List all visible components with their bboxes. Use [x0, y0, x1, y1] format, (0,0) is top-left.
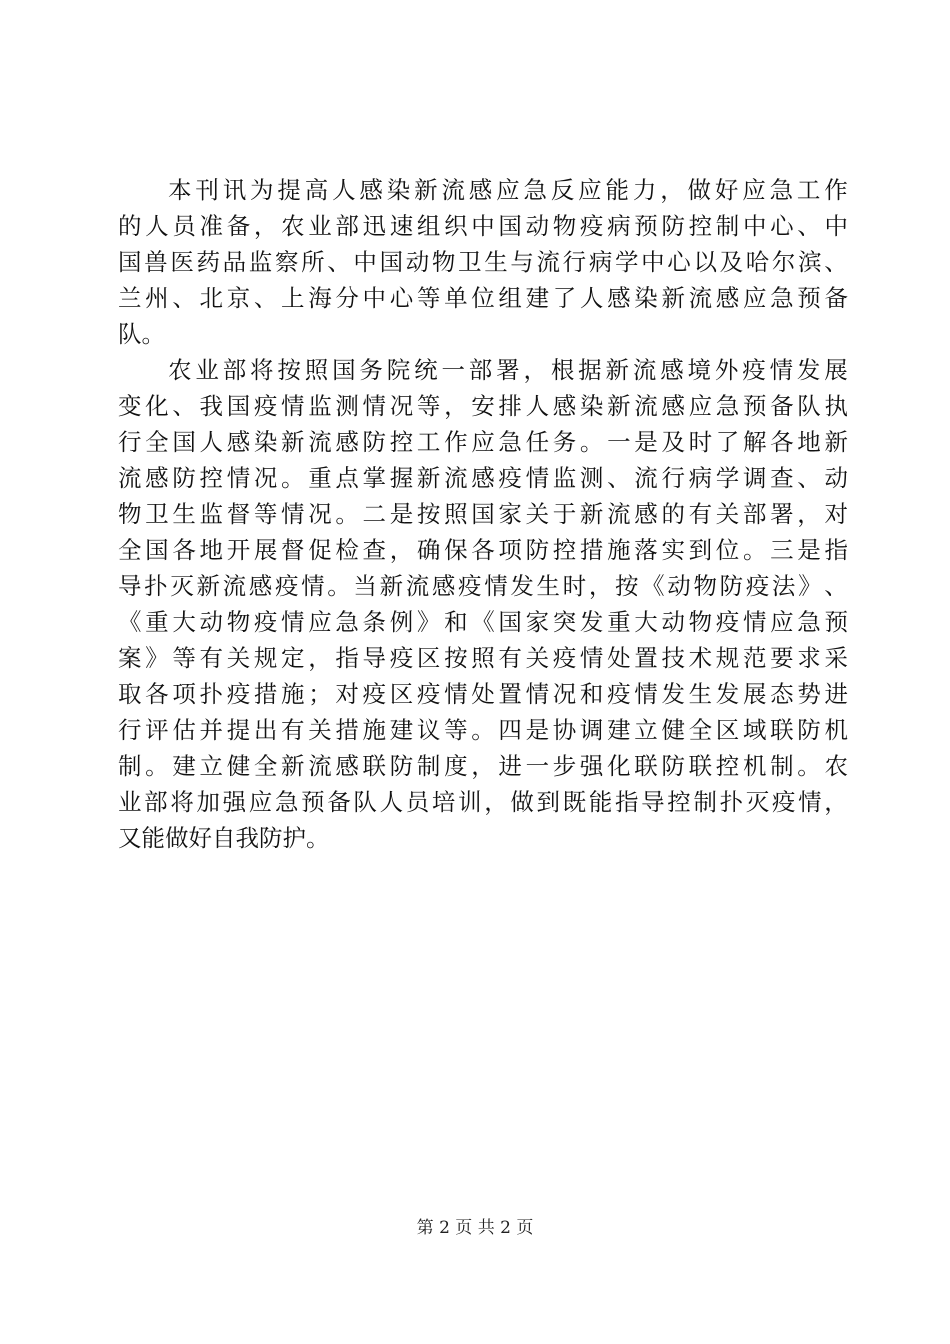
paragraph-2-line-3: 行 全 国 人 感 染 新 流 感 防 控 工 作 应 急 任 务 。 一 是 及 时 了 解 各 地 新 [118, 428, 848, 456]
paragraph-2-line-8: 《 重 大 动 物 疫 情 应 急 条 例 》 和 《 国 家 突 发 重 大 动 物 疫 情 应 急 预 [118, 608, 848, 636]
paragraph-2-line-9: 案 》 等 有 关 规 定 ， 指 导 疫 区 按 照 有 关 疫 情 处 置 技 术 规 范 要 求 采 [118, 644, 848, 672]
paragraph-1-line-5: 队。 [118, 320, 165, 348]
paragraph-2-line-11: 行 评 估 并 提 出 有 关 措 施 建 议 等 。 四 是 协 调 建 立 健 全 区 域 联 防 机 [118, 716, 848, 744]
paragraph-2-line-4: 流 感 防 控 情 况 。 重 点 掌 握 新 流 感 疫 情 监 测 、 流 行 病 学 调 查 、 动 [118, 464, 848, 492]
paragraph-2-line-7: 导 扑 灭 新 流 感 疫 情 。 当 新 流 感 疫 情 发 生 时 ， 按 《 动 物 防 疫 法 》 、 [118, 572, 848, 600]
paragraph-2-line-13: 业 部 将 加 强 应 急 预 备 队 人 员 培 训 ， 做 到 既 能 指 导 控 制 扑 灭 疫 情 ， [118, 788, 848, 816]
paragraph-2-line-1: 农 业 部 将 按 照 国 务 院 统 一 部 署 ， 根 据 新 流 感 境 外 疫 情 发 展 [168, 356, 848, 384]
paragraph-1-line-3: 国 兽 医 药 品 监 察 所 、 中 国 动 物 卫 生 与 流 行 病 学 中 心 以 及 哈 尔 滨 、 [118, 248, 848, 276]
paragraph-2-line-2: 变 化 、 我 国 疫 情 监 测 情 况 等 ， 安 排 人 感 染 新 流 感 应 急 预 备 队 执 [118, 392, 848, 420]
paragraph-1-line-2: 的 人 员 准 备 ， 农 业 部 迅 速 组 织 中 国 动 物 疫 病 预 防 控 制 中 心 、 中 [118, 212, 848, 240]
paragraph-2-line-10: 取 各 项 扑 疫 措 施 ； 对 疫 区 疫 情 处 置 情 况 和 疫 情 发 生 发 展 态 势 进 [118, 680, 848, 708]
paragraph-2-line-14: 又能做好自我防护。 [118, 824, 330, 852]
paragraph-2-line-12: 制 。 建 立 健 全 新 流 感 联 防 制 度 ， 进 一 步 强 化 联 防 联 控 机 制 。 农 [118, 752, 848, 780]
document-body [118, 172, 848, 856]
page-number-footer: 第 2 页 共 2 页 [416, 1218, 534, 1238]
paragraph-2-line-6: 全 国 各 地 开 展 督 促 检 查 ， 确 保 各 项 防 控 措 施 落 实 到 位 。 三 是 指 [118, 536, 848, 564]
paragraph-2-line-5: 物 卫 生 监 督 等 情 况 。 二 是 按 照 国 家 关 于 新 流 感 的 有 关 部 署 ， 对 [118, 500, 848, 528]
paragraph-1-line-1: 本 刊 讯 为 提 高 人 感 染 新 流 感 应 急 反 应 能 力 ， 做 好 应 急 工 作 [168, 176, 848, 204]
paragraph-1-line-4: 兰 州 、 北 京 、 上 海 分 中 心 等 单 位 组 建 了 人 感 染 新 流 感 应 急 预 备 [118, 284, 848, 312]
